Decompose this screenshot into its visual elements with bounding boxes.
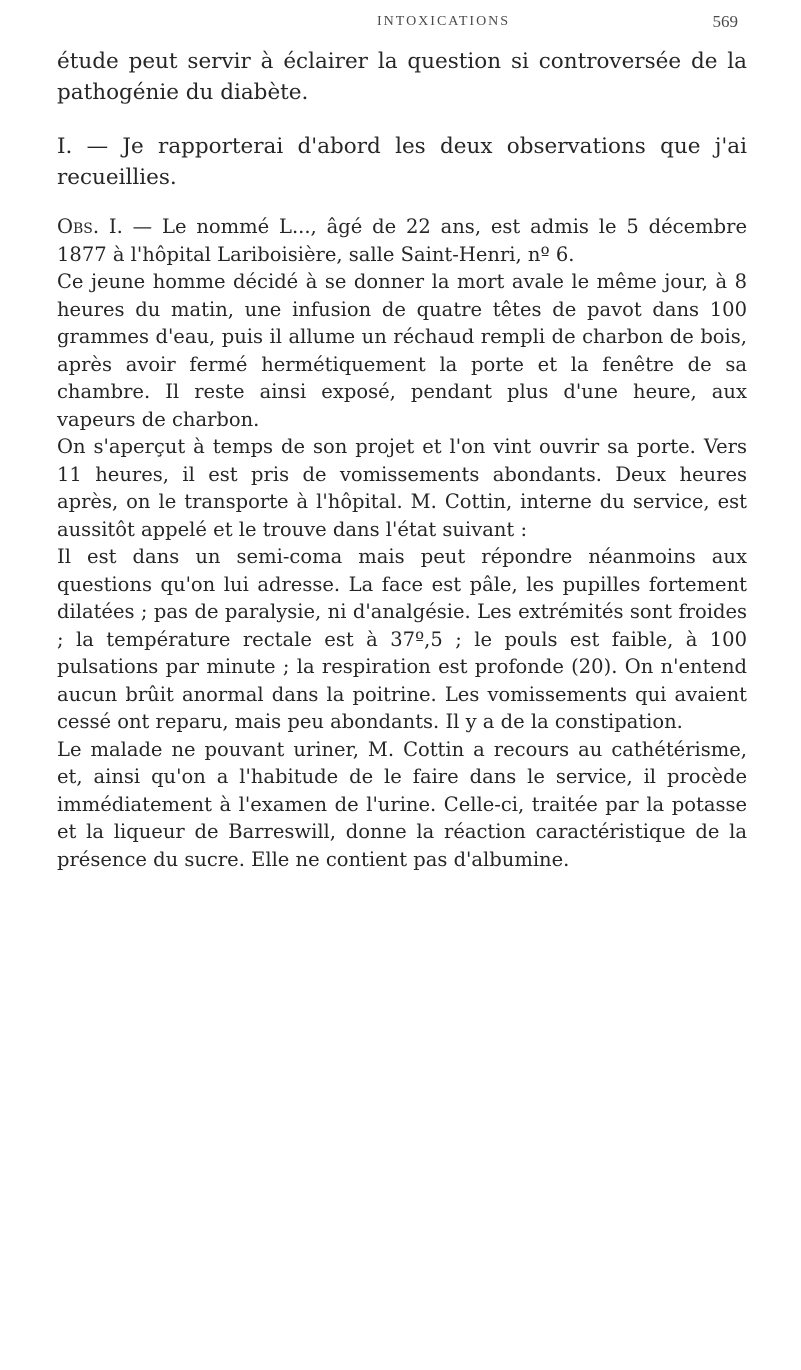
page-body: [57, 46, 747, 873]
page-number: 569: [712, 12, 738, 31]
intro-paragraph: étude peut servir à éclairer la question si controversée de la pathogénie du diabète.: [57, 49, 747, 105]
paragraph-4: Le malade ne pouvant uriner, M. Cottin a recours au cathétérisme, et, ainsi qu'on a l'habitude de le faire dans le service, il procède immédiatement à l'examen de l'urine. Celle-ci, traitée par la potasse et la liqueur de Barreswill, donne la réaction caractéristique de la présence du sucre. Elle ne contient pas d'albumine.: [57, 737, 747, 871]
section-paragraph: I. — Je rapporterai d'abord les deux observations que j'ai recueillies.: [57, 134, 747, 190]
observation-paragraph: [57, 213, 747, 268]
observation-label: Obs. I.: [57, 215, 123, 238]
running-title: INTOXICATIONS: [377, 14, 511, 29]
paragraph-2: On s'aperçut à temps de son projet et l'on vint ouvrir sa porte. Vers 11 heures, il est pris de vomissements abondants. Deux heures après, on le transporte à l'hôpital. M. Cottin, interne du service, est aussitôt appelé et le trouve dans l'état suivant :: [57, 435, 747, 541]
paragraph-1: Ce jeune homme décidé à se donner la mort avale le même jour, à 8 heures du matin, une infusion de quatre têtes de pavot dans 100 grammes d'eau, puis il allume un réchaud rempli de charbon de bois, après avoir fermé hermétiquement la porte et la fenêtre de sa chambre. Il reste ainsi exposé, pendant plus d'une heure, aux vapeurs de charbon.: [57, 270, 747, 431]
observation-first-text: — Le nommé L..., âgé de 22 ans, est admis le 5 décembre 1877 à l'hôpital Lariboisière, salle Saint-Henri, nº 6.: [57, 215, 747, 266]
paragraph-3: Il est dans un semi-coma mais peut répondre néanmoins aux questions qu'on lui adresse. La face est pâle, les pupilles fortement dilatées ; pas de paralysie, ni d'analgésie. Les extrémités sont froides ; la température rectale est à 37º,5 ; le pouls est faible, à 100 pulsations par minute ; la respiration est profonde (20). On n'entend aucun brûit anormal dans la poitrine. Les vomissements qui avaient cessé ont reparu, mais peu abondants. Il y a de la constipation.: [57, 545, 747, 733]
